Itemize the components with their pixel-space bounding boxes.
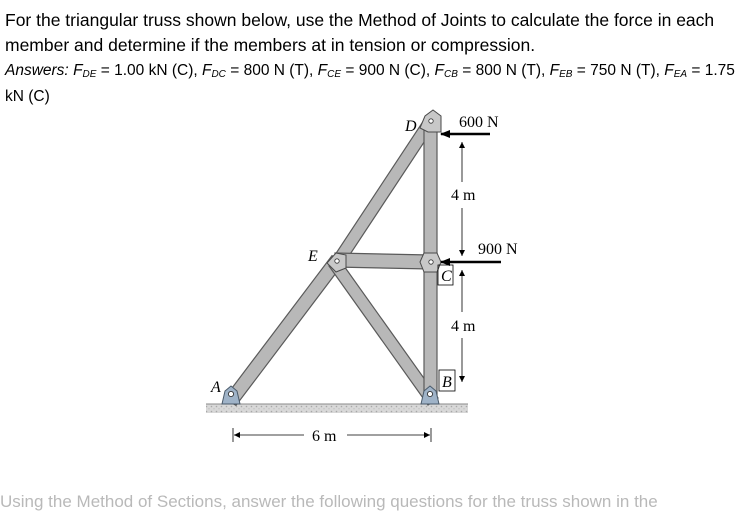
next-paragraph-partial: Using the Method of Sections, answer the following questions for the truss shown in the: [0, 492, 658, 511]
answer-member: EB: [559, 69, 573, 80]
joint-label-d: D: [405, 118, 417, 135]
answer-value: 1.75 kN (C): [5, 62, 735, 105]
dimension-label-upper: 4 m: [451, 187, 476, 204]
dimension-upper: [451, 142, 476, 256]
member-de: [330, 116, 437, 270]
pin-b: [427, 391, 432, 396]
dimension-label-lower: 4 m: [451, 318, 476, 335]
prompt-text: For the triangular truss shown below, use the Method of Joints to calculate the force in each member and determine if the members at in tension or compression.: [5, 10, 715, 55]
pin-e: [335, 259, 339, 263]
ground: [206, 404, 468, 413]
pin-c: [429, 260, 433, 264]
answer-value: 750 N (T): [590, 62, 656, 79]
answer-member: DE: [82, 69, 97, 80]
load-label-top: 600 N: [459, 114, 499, 131]
answers-lead: Answers:: [5, 62, 69, 79]
load-label-middle: 900 N: [478, 241, 518, 258]
answer-member: CB: [444, 69, 458, 80]
member-ce: [335, 253, 430, 269]
pin-d: [429, 119, 433, 123]
answer-value: 800 N (T): [475, 62, 542, 79]
answer-member: CE: [327, 69, 342, 80]
answers-line: Answers: $F_{DE} = 1.00$ kN (C), $F_{DC} = 800$ N (T), $F_{CE} = 900$ N (C), $F_{CB} = 800$ N (T), $F_{EB} = 750$ N (T), $F_{EA} = 1.75$ kN (C): [5, 62, 735, 105]
answer-member: EA: [673, 69, 688, 80]
pin-a: [228, 391, 233, 396]
dimension-base: [233, 428, 431, 445]
joint-label-e: E: [308, 248, 318, 265]
answer-value: 1.00 kN (C): [114, 62, 194, 79]
joint-label-a: A: [211, 379, 221, 396]
member-eb: [329, 259, 438, 405]
joint-label-c: C: [441, 268, 452, 285]
dimension-lower: [451, 270, 476, 382]
answer-value: 800 N (T): [243, 62, 310, 79]
member-ea: [224, 256, 344, 406]
answer-member: DC: [211, 69, 226, 80]
joint-label-b: B: [442, 374, 452, 391]
dimension-label-base: 6 m: [312, 428, 337, 445]
answer-value: 900 N (C): [358, 62, 426, 79]
